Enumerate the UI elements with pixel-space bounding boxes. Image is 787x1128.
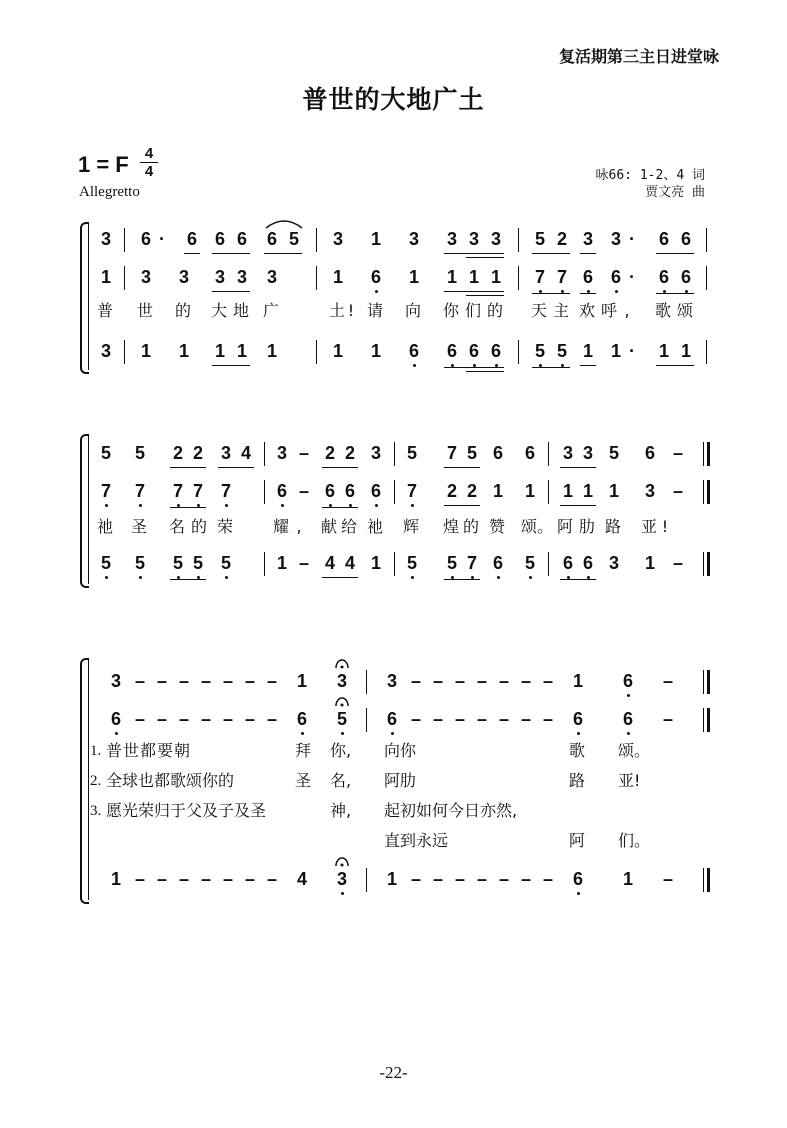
note: 6 <box>140 229 151 249</box>
dash: – <box>134 869 145 889</box>
note: 6 <box>658 229 669 249</box>
note: 2 <box>172 443 183 463</box>
lyric: 向 <box>404 301 421 320</box>
note: 3 <box>236 267 247 287</box>
note: 1 <box>370 553 381 573</box>
note: 5 <box>404 548 420 578</box>
note: 6 <box>570 864 586 894</box>
lyric: 地 <box>232 301 249 320</box>
note: 3 <box>468 229 479 249</box>
note: 7 <box>218 476 234 506</box>
note: 6 <box>678 262 694 292</box>
dash: – <box>266 709 277 729</box>
lyric: 们 <box>464 301 481 320</box>
season-label: 复活期第三主日进堂咏 <box>558 47 719 66</box>
lyric: 赞 <box>488 517 505 536</box>
note: 1 <box>370 341 381 361</box>
lyric: 普 <box>96 301 113 320</box>
verse-text: 阿肋 <box>384 771 417 790</box>
note: 6 <box>492 443 503 463</box>
note: 1 <box>680 341 691 361</box>
dash: – <box>178 671 189 691</box>
note: 1 <box>582 341 593 361</box>
lyric: 。 <box>536 517 553 536</box>
note: 1 <box>266 341 277 361</box>
note: 6 <box>214 229 225 249</box>
lyric: 圣 <box>130 517 147 536</box>
lyric: 荣 <box>216 517 233 536</box>
dash: – <box>542 671 553 691</box>
note: 3 <box>100 229 111 249</box>
verse-text: 直到永远 <box>384 831 449 850</box>
note: 6 <box>580 548 596 578</box>
dash: – <box>662 709 673 729</box>
verse-text: 起初如何今日亦然, <box>384 801 518 820</box>
dash: – <box>244 709 255 729</box>
lyric: 耀 <box>272 517 289 536</box>
dash: – <box>432 869 443 889</box>
verse-text: 愿光荣归于父及子及圣 <box>106 801 267 820</box>
note: 5 <box>522 548 538 578</box>
dash: – <box>542 869 553 889</box>
verse-text: 名, <box>330 771 352 790</box>
verse-row <box>0 736 787 766</box>
verse-text: 亚! <box>618 771 641 790</box>
time-top: 4 <box>144 145 154 162</box>
note: 1 <box>610 341 621 361</box>
note: 6 <box>274 476 290 506</box>
note: 6 <box>680 229 691 249</box>
dash: – <box>200 671 211 691</box>
dash: – <box>178 869 189 889</box>
verse-text: 路 <box>568 771 585 790</box>
note: 3 <box>140 267 151 287</box>
dash: – <box>178 709 189 729</box>
lyric: 大 <box>210 301 227 320</box>
note: 3 <box>100 341 111 361</box>
note: 1 <box>562 481 573 501</box>
lyric: 献 <box>320 517 337 536</box>
note: 6 <box>368 262 384 292</box>
note: 3 <box>490 229 501 249</box>
system-3 <box>0 652 787 902</box>
verse-number: 3. <box>90 803 102 819</box>
verse-text: 拜 <box>294 741 311 760</box>
verse-text: 向你 <box>384 741 417 760</box>
note: 6 <box>580 262 596 292</box>
lyric: 肋 <box>578 517 595 536</box>
dash: – <box>432 709 443 729</box>
note: 6 <box>620 704 636 734</box>
dash: – <box>672 443 683 463</box>
dash: – <box>672 553 683 573</box>
dash: – <box>200 709 211 729</box>
lyric: 亚 <box>640 517 657 536</box>
dot: · <box>629 341 635 361</box>
note: 5 <box>466 443 477 463</box>
credit-music: 贾文亮 曲 <box>645 185 705 200</box>
note: 3 <box>266 267 277 287</box>
note: 1 <box>524 481 535 501</box>
lyric: 主 <box>552 301 569 320</box>
lyric: 路 <box>604 517 621 536</box>
bass-row <box>0 548 787 578</box>
dash: – <box>410 671 421 691</box>
note: 6 <box>488 336 504 366</box>
note: 1 <box>644 553 655 573</box>
note: 6 <box>236 229 247 249</box>
note: 3 <box>178 267 189 287</box>
note: 3 <box>644 481 655 501</box>
dash: – <box>222 709 233 729</box>
dash: – <box>432 671 443 691</box>
lyrics-row <box>0 512 787 542</box>
note: 5 <box>170 548 186 578</box>
verse-row <box>0 766 787 796</box>
note: 1 <box>370 229 381 249</box>
dash: – <box>498 869 509 889</box>
note: 6 <box>570 704 586 734</box>
note: 7 <box>98 476 114 506</box>
lyric: 歌 <box>654 301 671 320</box>
note: 3 <box>336 671 347 691</box>
dash: – <box>476 869 487 889</box>
note: 7 <box>554 262 570 292</box>
verse-number: 2. <box>90 773 102 789</box>
note: 7 <box>404 476 420 506</box>
note: 5 <box>534 229 545 249</box>
lyric: 欢 <box>578 301 595 320</box>
dash: – <box>410 869 421 889</box>
note: 3 <box>334 864 350 894</box>
lyric: 的 <box>462 517 479 536</box>
note: 1 <box>386 869 397 889</box>
lyric: 颂 <box>676 301 693 320</box>
note: 5 <box>554 336 570 366</box>
alto-row <box>0 476 787 506</box>
note: 5 <box>288 229 299 249</box>
dash: – <box>476 709 487 729</box>
verse-text: 圣 <box>294 771 311 790</box>
dash: – <box>520 671 531 691</box>
page-number: -22- <box>379 1063 408 1082</box>
lyric: 辉 <box>402 517 419 536</box>
dash: – <box>222 671 233 691</box>
lyric: 的 <box>486 301 503 320</box>
note: 1 <box>276 553 287 573</box>
note: 2 <box>466 481 477 501</box>
note: 7 <box>446 443 457 463</box>
dot: · <box>629 267 635 287</box>
lyric: 请 <box>366 301 383 320</box>
fermata-mark <box>335 656 349 672</box>
dash: – <box>542 709 553 729</box>
dash: – <box>410 709 421 729</box>
note: 5 <box>608 443 619 463</box>
note: 1 <box>100 267 111 287</box>
note: 1 <box>332 267 343 287</box>
note: 7 <box>464 548 480 578</box>
note: 6 <box>368 476 384 506</box>
dash: – <box>672 481 683 501</box>
verse-text: 歌 <box>568 741 585 760</box>
note: 6 <box>608 262 624 292</box>
note: 6 <box>294 704 310 734</box>
dash: – <box>266 869 277 889</box>
note: 6 <box>108 704 124 734</box>
verse-text: 普世都要朝 <box>106 741 192 760</box>
note: 1 <box>658 341 669 361</box>
fermata-mark <box>335 694 349 710</box>
verse-number: 1. <box>90 743 102 759</box>
tempo-marking: Allegretto <box>79 184 140 200</box>
dash: – <box>222 869 233 889</box>
note: 6 <box>490 548 506 578</box>
key-signature: 1 = F <box>78 152 129 177</box>
note: 7 <box>132 476 148 506</box>
lyric: 给 <box>340 517 357 536</box>
note: 6 <box>266 229 277 249</box>
note: 6 <box>186 229 197 249</box>
time-signature <box>140 146 158 179</box>
lyric: 祂 <box>366 517 383 536</box>
note: 5 <box>444 548 460 578</box>
page-title: 普世的大地广土 <box>302 85 485 114</box>
note: 1 <box>296 671 307 691</box>
note: 6 <box>444 336 460 366</box>
dash: – <box>498 671 509 691</box>
verse-row <box>0 796 787 826</box>
note: 4 <box>324 553 335 573</box>
lyric: 煌 <box>442 517 459 536</box>
dash: – <box>298 443 309 463</box>
note: 3 <box>220 443 231 463</box>
note: 1 <box>608 481 619 501</box>
note: 1 <box>110 869 121 889</box>
note: 6 <box>384 704 400 734</box>
verse-text: 全球也都歌颂你的 <box>106 771 235 790</box>
dash: – <box>454 709 465 729</box>
note: 3 <box>608 553 619 573</box>
note: 2 <box>446 481 457 501</box>
note: 5 <box>218 548 234 578</box>
note: 5 <box>134 443 145 463</box>
lyric: 呼 <box>600 301 617 320</box>
note: 1 <box>332 341 343 361</box>
note: 1 <box>408 267 419 287</box>
bass-row <box>0 336 787 366</box>
dash: – <box>454 869 465 889</box>
verse-text: 们。 <box>618 831 651 850</box>
bass-row <box>0 864 787 894</box>
note: 1 <box>468 267 479 287</box>
alto-row <box>0 704 787 734</box>
lyric: 土 <box>328 301 345 320</box>
note: 5 <box>100 443 111 463</box>
soprano-row <box>0 224 787 254</box>
note: 3 <box>408 229 419 249</box>
dash: – <box>244 869 255 889</box>
lyric: ! <box>661 517 669 536</box>
note: 3 <box>386 671 397 691</box>
note: 1 <box>236 341 247 361</box>
note: 3 <box>562 443 573 463</box>
system-2 <box>0 428 787 588</box>
dash: – <box>156 709 167 729</box>
dash: – <box>156 869 167 889</box>
note: 3 <box>332 229 343 249</box>
dash: – <box>298 481 309 501</box>
slur-mark <box>264 218 304 230</box>
note: 2 <box>344 443 355 463</box>
note: 1 <box>178 341 189 361</box>
dash: – <box>520 709 531 729</box>
lyrics-row <box>0 296 787 326</box>
note: 3 <box>582 229 593 249</box>
note: 6 <box>620 666 636 696</box>
dot: · <box>159 229 165 249</box>
dash: – <box>134 709 145 729</box>
note: 4 <box>296 869 307 889</box>
note: 1 <box>582 481 593 501</box>
note: 1 <box>140 341 151 361</box>
note: 5 <box>406 443 417 463</box>
dash: – <box>476 671 487 691</box>
dash: – <box>520 869 531 889</box>
lyric: 名 <box>168 517 185 536</box>
note: 6 <box>560 548 576 578</box>
note: 2 <box>192 443 203 463</box>
lyric: 天 <box>530 301 547 320</box>
note: 3 <box>276 443 287 463</box>
note: 6 <box>342 476 358 506</box>
dash: – <box>498 709 509 729</box>
note: 6 <box>656 262 672 292</box>
dash: – <box>662 869 673 889</box>
system-1 <box>0 214 787 374</box>
note: 1 <box>214 341 225 361</box>
verse-text: 你, <box>330 741 352 760</box>
lyric: 广 <box>262 301 279 320</box>
lyric: 的 <box>190 517 207 536</box>
note: 3 <box>582 443 593 463</box>
note: 6 <box>466 336 482 366</box>
note: 3 <box>610 229 621 249</box>
lyric: , <box>296 517 302 536</box>
note: 3 <box>446 229 457 249</box>
dash: – <box>662 671 673 691</box>
note: 5 <box>532 336 548 366</box>
note: 4 <box>344 553 355 573</box>
dash: – <box>298 553 309 573</box>
note: 7 <box>190 476 206 506</box>
note: 3 <box>214 267 225 287</box>
dash: – <box>266 671 277 691</box>
lyric: 祂 <box>96 517 113 536</box>
time-bottom: 4 <box>144 163 154 180</box>
dot: · <box>629 229 635 249</box>
note: 5 <box>190 548 206 578</box>
dash: – <box>156 671 167 691</box>
verse-text: 颂。 <box>618 741 651 760</box>
dash: – <box>134 671 145 691</box>
note: 1 <box>622 869 633 889</box>
lyric: , <box>624 301 630 320</box>
note: 3 <box>370 443 381 463</box>
fermata-mark <box>335 854 349 870</box>
note: 1 <box>446 267 457 287</box>
note: 7 <box>170 476 186 506</box>
note: 1 <box>572 671 583 691</box>
note: 5 <box>334 704 350 734</box>
verse-text: 阿 <box>568 831 585 850</box>
note: 6 <box>322 476 338 506</box>
alto-row <box>0 262 787 292</box>
note: 2 <box>556 229 567 249</box>
soprano-row <box>0 438 787 468</box>
note: 5 <box>132 548 148 578</box>
lyric: 世 <box>136 301 153 320</box>
lyric: 你 <box>442 301 459 320</box>
credit-lyrics: 咏66: 1-2、4 词 <box>595 168 705 183</box>
note: 5 <box>98 548 114 578</box>
note: 6 <box>524 443 535 463</box>
note: 3 <box>110 671 121 691</box>
dash: – <box>200 869 211 889</box>
verse-row <box>0 826 787 856</box>
note: 6 <box>406 336 422 366</box>
note: 6 <box>644 443 655 463</box>
soprano-row <box>0 666 787 696</box>
dash: – <box>244 671 255 691</box>
note: 1 <box>490 267 501 287</box>
lyric: ! <box>347 301 355 320</box>
note: 4 <box>240 443 251 463</box>
dash: – <box>454 671 465 691</box>
lyric: 的 <box>174 301 191 320</box>
lyric: 阿 <box>556 517 573 536</box>
lyric: 颂 <box>520 517 537 536</box>
verse-text: 神, <box>330 801 352 820</box>
note: 2 <box>324 443 335 463</box>
note: 1 <box>492 481 503 501</box>
note: 7 <box>532 262 548 292</box>
